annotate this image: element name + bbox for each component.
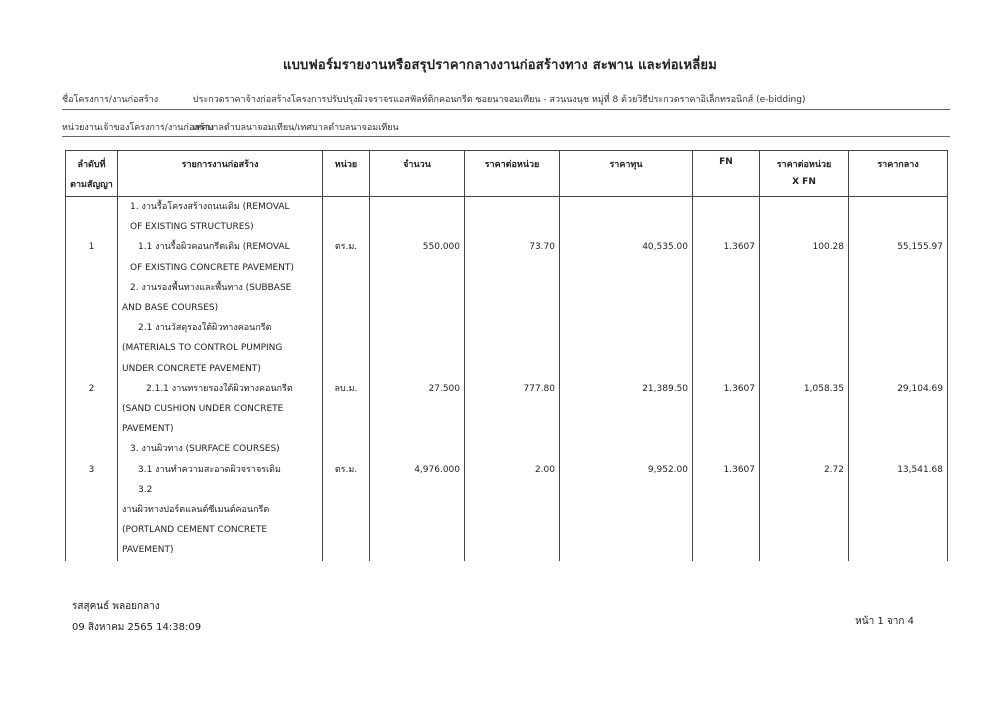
row-qty: [370, 500, 465, 520]
row-unit: [323, 359, 370, 379]
row-no: [66, 298, 118, 318]
row-price-fn: 2.72: [760, 460, 849, 480]
row-cost: [560, 217, 693, 237]
row-qty: [370, 480, 465, 500]
row-fn: [693, 439, 760, 459]
row-unit: [323, 480, 370, 500]
row-price-fn: [760, 399, 849, 419]
header-no-line1: ลำดับที่: [77, 160, 106, 170]
row-fn: [693, 399, 760, 419]
row-unit-price: [465, 359, 560, 379]
row-unit-price: [465, 419, 560, 439]
table-row: [66, 278, 948, 298]
row-item: UNDER CONCRETE PAVEMENT): [118, 359, 323, 379]
table-row: [66, 379, 948, 399]
row-price-fn: [760, 480, 849, 500]
row-median: [849, 419, 948, 439]
table-row: [66, 338, 948, 358]
row-median: [849, 217, 948, 237]
row-unit-price: 777.80: [465, 379, 560, 399]
header-price-fn-line2: X FN: [792, 177, 816, 187]
row-item: 2.1 งานวัสดุรองใต้ผิวทางคอนกรีต: [118, 318, 323, 338]
row-no: [66, 338, 118, 358]
row-price-fn: [760, 520, 849, 540]
project-value: ประกวดราคาจ้างก่อสร้างโครงการปรับปรุงผิวจราจรแอสฟัลท์ติกคอนกรีต ซอยนาจอมเทียน - สวนนงนุช หมู่ที่ 8 ด้วยวิธีประกวดราคาอิเล็กทรอนิกส์ (e-bidding): [192, 95, 806, 105]
row-no: [66, 318, 118, 338]
row-unit-price: [465, 338, 560, 358]
row-price-fn: [760, 298, 849, 318]
row-unit-price: [465, 520, 560, 540]
row-cost: [560, 318, 693, 338]
row-item: (SAND CUSHION UNDER CONCRETE: [118, 399, 323, 419]
row-median: [849, 399, 948, 419]
row-item: PAVEMENT): [118, 419, 323, 439]
row-fn: [693, 278, 760, 298]
row-cost: [560, 419, 693, 439]
row-item: 1. งานรื้อโครงสร้างถนนเดิม (REMOVAL: [118, 197, 323, 218]
row-no: 1: [66, 237, 118, 257]
row-unit-price: 73.70: [465, 237, 560, 257]
row-cost: [560, 278, 693, 298]
row-no: [66, 540, 118, 560]
row-unit: ลบ.ม.: [323, 379, 370, 399]
row-fn: [693, 338, 760, 358]
row-unit: [323, 197, 370, 218]
project-info: [62, 92, 805, 106]
row-fn: 1.3607: [693, 379, 760, 399]
table-row: [66, 480, 948, 500]
row-qty: [370, 359, 465, 379]
footer-name: รสสุคนธ์ พลอยกลาง: [72, 601, 160, 612]
header-item: รายการงานก่อสร้าง: [118, 151, 323, 197]
row-no: [66, 399, 118, 419]
price-table: [65, 150, 948, 561]
divider: [62, 136, 950, 137]
row-no: [66, 419, 118, 439]
row-item: 3.1 งานทำความสะอาดผิวจราจรเดิม: [118, 460, 323, 480]
row-median: [849, 500, 948, 520]
row-cost: 40,535.00: [560, 237, 693, 257]
row-fn: [693, 419, 760, 439]
table-row: [66, 540, 948, 560]
row-qty: [370, 419, 465, 439]
row-item: OF EXISTING STRUCTURES): [118, 217, 323, 237]
row-unit: [323, 439, 370, 459]
project-label: ชื่อโครงการ/งานก่อสร้าง: [62, 95, 159, 105]
row-price-fn: [760, 338, 849, 358]
header-price-fn: [760, 151, 849, 197]
row-median: 55,155.97: [849, 237, 948, 257]
row-unit: [323, 298, 370, 318]
row-item: (PORTLAND CEMENT CONCRETE: [118, 520, 323, 540]
row-price-fn: [760, 318, 849, 338]
agency-value: เทศบาลตำบลนาจอมเทียน/เทศบาลตำบลนาจอมเทียน: [192, 123, 399, 133]
row-item: PAVEMENT): [118, 540, 323, 560]
row-price-fn: 1,058.35: [760, 379, 849, 399]
divider: [62, 109, 950, 110]
row-no: [66, 520, 118, 540]
row-unit-price: [465, 298, 560, 318]
row-no: [66, 217, 118, 237]
row-no: [66, 197, 118, 218]
row-median: 29,104.69: [849, 379, 948, 399]
row-fn: [693, 520, 760, 540]
row-item: 3. งานผิวทาง (SURFACE COURSES): [118, 439, 323, 459]
header-price-fn-line1: ราคาต่อหน่วย: [776, 160, 832, 170]
row-unit: ตร.ม.: [323, 460, 370, 480]
row-median: [849, 520, 948, 540]
header-no: [66, 151, 118, 197]
header-qty: จำนวน: [370, 151, 465, 197]
row-qty: [370, 258, 465, 278]
agency-label: หน่วยงานเจ้าของโครงการ/งานก่อสร้าง: [62, 123, 215, 133]
row-qty: 27.500: [370, 379, 465, 399]
row-cost: [560, 500, 693, 520]
row-unit: [323, 278, 370, 298]
row-price-fn: [760, 359, 849, 379]
row-price-fn: [760, 197, 849, 218]
row-fn: [693, 258, 760, 278]
table-row: [66, 359, 948, 379]
row-qty: [370, 298, 465, 318]
row-no: [66, 500, 118, 520]
row-unit-price: [465, 258, 560, 278]
row-qty: 550.000: [370, 237, 465, 257]
row-item: 2. งานรองพื้นทางและพื้นทาง (SUBBASE: [118, 278, 323, 298]
row-median: [849, 480, 948, 500]
row-item: (MATERIALS TO CONTROL PUMPING: [118, 338, 323, 358]
row-cost: [560, 197, 693, 218]
row-median: [849, 338, 948, 358]
row-qty: [370, 217, 465, 237]
row-unit-price: [465, 480, 560, 500]
row-price-fn: [760, 500, 849, 520]
row-unit: [323, 217, 370, 237]
row-median: [849, 318, 948, 338]
row-unit-price: [465, 318, 560, 338]
row-cost: [560, 258, 693, 278]
table-row: [66, 460, 948, 480]
row-qty: [370, 399, 465, 419]
row-no: [66, 359, 118, 379]
row-fn: [693, 217, 760, 237]
row-fn: [693, 359, 760, 379]
row-no: [66, 278, 118, 298]
table-row: [66, 500, 948, 520]
row-unit-price: [465, 439, 560, 459]
row-cost: [560, 439, 693, 459]
row-unit-price: 2.00: [465, 460, 560, 480]
row-qty: [370, 318, 465, 338]
row-cost: [560, 480, 693, 500]
row-cost: [560, 540, 693, 560]
row-unit: [323, 540, 370, 560]
row-unit-price: [465, 540, 560, 560]
row-cost: [560, 338, 693, 358]
row-fn: [693, 480, 760, 500]
header-cost: ราคาทุน: [560, 151, 693, 197]
table-header-row: [66, 151, 948, 197]
row-median: [849, 258, 948, 278]
row-unit: [323, 258, 370, 278]
row-qty: [370, 540, 465, 560]
table-row: [66, 298, 948, 318]
row-unit-price: [465, 278, 560, 298]
row-cost: [560, 298, 693, 318]
row-item: 3.2: [118, 480, 323, 500]
row-no: [66, 439, 118, 459]
row-median: [849, 540, 948, 560]
table-row: [66, 439, 948, 459]
table-row: [66, 520, 948, 540]
row-unit: [323, 318, 370, 338]
row-median: [849, 439, 948, 459]
row-unit: [323, 500, 370, 520]
row-no: 2: [66, 379, 118, 399]
table-row: [66, 318, 948, 338]
row-fn: [693, 500, 760, 520]
row-cost: [560, 520, 693, 540]
row-no: [66, 258, 118, 278]
row-unit: [323, 419, 370, 439]
table-row: [66, 258, 948, 278]
row-qty: [370, 338, 465, 358]
table-row: [66, 399, 948, 419]
header-unit: หน่วย: [323, 151, 370, 197]
row-qty: [370, 439, 465, 459]
table-row: [66, 419, 948, 439]
row-item: งานผิวทางปอร์ตแลนด์ซีเมนต์คอนกรีต: [118, 500, 323, 520]
row-price-fn: 100.28: [760, 237, 849, 257]
row-qty: [370, 197, 465, 218]
row-item: AND BASE COURSES): [118, 298, 323, 318]
row-item: OF EXISTING CONCRETE PAVEMENT): [118, 258, 323, 278]
page-indicator: หน้า 1 จาก 4: [855, 616, 914, 627]
row-qty: 4,976.000: [370, 460, 465, 480]
row-unit-price: [465, 500, 560, 520]
row-no: [66, 480, 118, 500]
row-item: 1.1 งานรื้อผิวคอนกรีตเดิม (REMOVAL: [118, 237, 323, 257]
row-fn: [693, 318, 760, 338]
row-unit: ตร.ม.: [323, 237, 370, 257]
row-fn: 1.3607: [693, 460, 760, 480]
row-price-fn: [760, 217, 849, 237]
row-price-fn: [760, 278, 849, 298]
header-median: ราคากลาง: [849, 151, 948, 197]
header-no-line2: ตามสัญญา: [70, 180, 113, 190]
row-unit: [323, 399, 370, 419]
row-cost: [560, 399, 693, 419]
row-median: [849, 197, 948, 218]
row-price-fn: [760, 540, 849, 560]
page-title: แบบฟอร์มรายงานหรือสรุปราคากลางงานก่อสร้างทาง สะพาน และท่อเหลี่ยม: [283, 58, 717, 73]
footer-datetime: 09 สิงหาคม 2565 14:38:09: [72, 622, 202, 633]
row-price-fn: [760, 439, 849, 459]
row-unit-price: [465, 197, 560, 218]
header-unit-price: ราคาต่อหน่วย: [465, 151, 560, 197]
row-price-fn: [760, 258, 849, 278]
row-item: 2.1.1 งานทรายรองใต้ผิวทางคอนกรีต: [118, 379, 323, 399]
row-fn: [693, 540, 760, 560]
row-no: 3: [66, 460, 118, 480]
table-row: [66, 237, 948, 257]
row-median: [849, 278, 948, 298]
header-fn: FN: [693, 151, 760, 197]
row-unit: [323, 338, 370, 358]
row-cost: 21,389.50: [560, 379, 693, 399]
row-cost: [560, 359, 693, 379]
row-fn: [693, 197, 760, 218]
row-qty: [370, 278, 465, 298]
row-median: [849, 359, 948, 379]
row-unit: [323, 520, 370, 540]
row-cost: 9,952.00: [560, 460, 693, 480]
row-unit-price: [465, 217, 560, 237]
table-row: [66, 197, 948, 218]
row-fn: 1.3607: [693, 237, 760, 257]
row-median: [849, 298, 948, 318]
row-price-fn: [760, 419, 849, 439]
row-median: 13,541.68: [849, 460, 948, 480]
row-fn: [693, 298, 760, 318]
table-row: [66, 217, 948, 237]
row-qty: [370, 520, 465, 540]
row-unit-price: [465, 399, 560, 419]
agency-info: [62, 120, 399, 134]
